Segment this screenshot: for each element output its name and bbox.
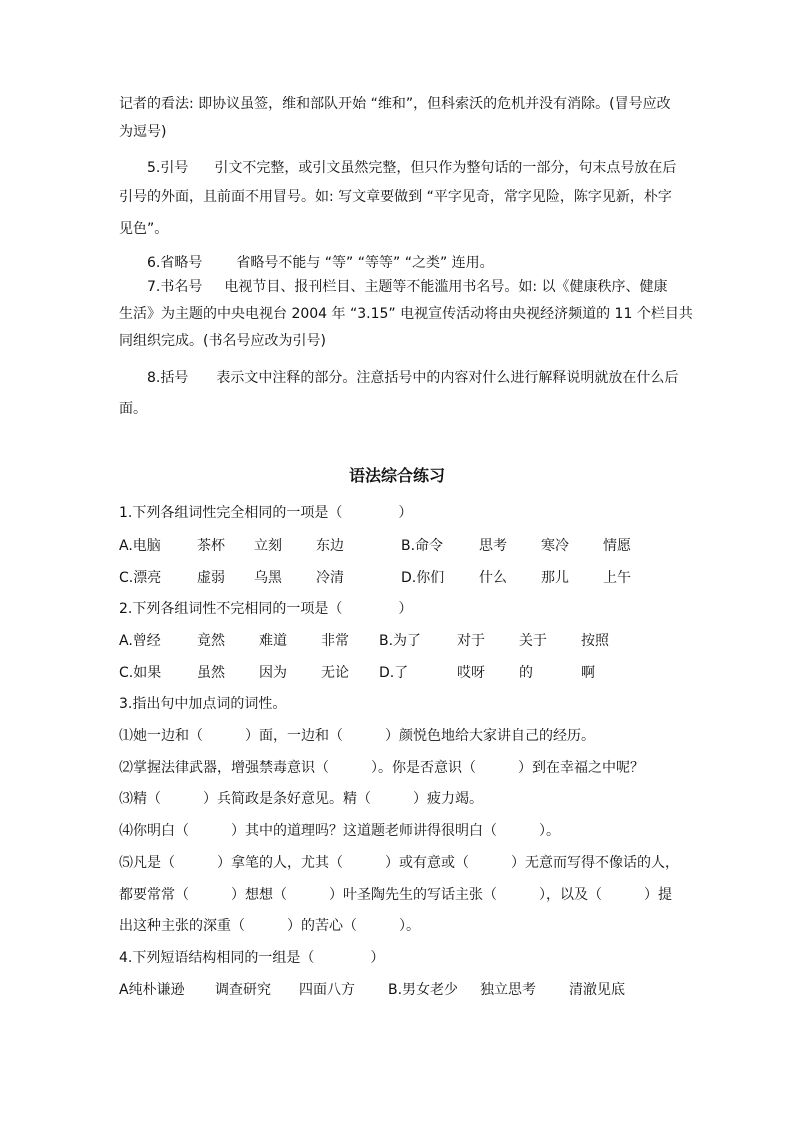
option-d-word: 哎呀 bbox=[457, 665, 485, 681]
option-b-word: 对于 bbox=[457, 633, 485, 649]
option-c-word: 无论 bbox=[321, 665, 349, 681]
option-c-word: 虚弱 bbox=[197, 570, 225, 586]
option-a-word: A.电脑 bbox=[119, 538, 161, 554]
question-3-stem: 3.指出句中加点词的词性。 bbox=[119, 696, 287, 712]
option-b-word: 思考 bbox=[479, 538, 507, 554]
rule-7-line bbox=[147, 277, 668, 297]
question-1-stem: 1.下列各组词性完全相同的一项是（ ） bbox=[119, 505, 413, 521]
option-a-phrase: A纯朴谦逊 bbox=[119, 982, 185, 998]
rule-6-text: 省略号不能与 “等” “等等” “之类” 连用。 bbox=[236, 255, 494, 271]
rule-8-text: 表示文中注释的部分。注意括号中的内容对什么进行解释说明就放在什么后 bbox=[216, 370, 679, 386]
rule-7-label: 7.书名号 bbox=[147, 279, 203, 295]
paragraph-line: 引号的外面，且前面不用冒号。如: 写文章要做到 “平字见奇，常字见险，陈字见新，朴字 bbox=[119, 189, 672, 205]
question-3-item: ⑵掌握法律武器，增强禁毒意识（ ）。你是否意识（ ）到在幸福之中呢？ bbox=[119, 760, 644, 776]
option-c-word: 虽然 bbox=[197, 665, 225, 681]
option-a-word: 立刻 bbox=[254, 538, 282, 554]
question-1-options-row bbox=[119, 568, 631, 588]
option-c-word: 因为 bbox=[259, 665, 287, 681]
option-d-word: 上午 bbox=[603, 570, 631, 586]
paragraph-line: 面。 bbox=[119, 401, 147, 417]
option-b-phrase: 清澈见底 bbox=[569, 982, 625, 998]
option-d-word: 啊 bbox=[581, 665, 595, 681]
option-b-word: B.为了 bbox=[379, 633, 422, 649]
question-3-item: 都要常常（ ）想想（ ）叶圣陶先生的写话主张（ ），以及（ ）提 bbox=[119, 887, 672, 903]
question-3-item: ⑸凡是（ ）拿笔的人，尤其（ ）或有意或（ ）无意而写得不像话的人， bbox=[119, 855, 679, 871]
option-c-word: C.漂亮 bbox=[119, 570, 162, 586]
question-3-item: ⑷你明白（ ）其中的道理吗？这道题老师讲得很明白（ ）。 bbox=[119, 823, 560, 839]
option-c-word: 冷清 bbox=[316, 570, 344, 586]
option-d-word: 那儿 bbox=[541, 570, 569, 586]
option-b-phrase: B.男女老少 bbox=[388, 982, 459, 998]
option-a-word: 难道 bbox=[259, 633, 287, 649]
question-3-item: ⑴她一边和（ ）面，一边和（ ）颜悦色地给大家讲自己的经历。 bbox=[119, 728, 595, 744]
paragraph-line: 为逗号) bbox=[119, 124, 167, 140]
question-4-stem: 4.下列短语结构相同的一组是（ ） bbox=[119, 950, 385, 966]
option-b-word: 情愿 bbox=[603, 538, 631, 554]
paragraph-line: 同组织完成。(书名号应改为引号) bbox=[119, 333, 326, 349]
option-c-word: C.如果 bbox=[119, 665, 162, 681]
option-a-word: 东边 bbox=[316, 538, 344, 554]
option-b-word: 按照 bbox=[581, 633, 609, 649]
option-b-word: 关于 bbox=[519, 633, 547, 649]
question-2-options-row bbox=[119, 663, 595, 683]
rule-5-line bbox=[147, 158, 676, 178]
question-1-options-row bbox=[119, 536, 631, 556]
option-a-word: A.曾经 bbox=[119, 633, 161, 649]
option-b-phrase: 独立思考 bbox=[480, 982, 536, 998]
rule-8-label: 8.括号 bbox=[147, 370, 189, 386]
rule-8-line bbox=[147, 368, 678, 388]
option-a-word: 非常 bbox=[321, 633, 349, 649]
question-3-item: 出这种主张的深重（ ）的苦心（ ）。 bbox=[119, 918, 420, 934]
question-4-options-row bbox=[119, 980, 625, 1000]
rule-5-text: 引文不完整，或引文虽然完整，但只作为整句话的一部分，句末点号放在后 bbox=[214, 160, 677, 176]
rule-6-label: 6.省略号 bbox=[147, 255, 203, 271]
option-d-word: D.了 bbox=[379, 665, 409, 681]
option-a-word: 竟然 bbox=[197, 633, 225, 649]
option-a-phrase: 四面八方 bbox=[299, 982, 355, 998]
option-d-word: 什么 bbox=[479, 570, 507, 586]
option-d-word: 的 bbox=[519, 665, 533, 681]
option-c-word: 乌黑 bbox=[254, 570, 282, 586]
rule-7-text: 电视节目、报刊栏目、主题等不能滥用书名号。如: 以《健康秩序、健康 bbox=[224, 279, 668, 295]
rule-5-label: 5.引号 bbox=[147, 160, 189, 176]
paragraph-line: 记者的看法: 即协议虽签，维和部队开始 “维和”，但科索沃的危机并没有消除。(冒号应改 bbox=[119, 96, 671, 112]
question-2-stem: 2.下列各组词性不完相同的一项是（ ） bbox=[119, 601, 413, 617]
paragraph-line: 生活》为主题的中央电视台 2004 年 “3.15” 电视宣传活动将由央视经济频道的 11 个栏目共 bbox=[119, 306, 693, 322]
paragraph-line: 见色”。 bbox=[119, 221, 169, 237]
rule-6-line bbox=[147, 253, 494, 273]
option-b-word: B.命令 bbox=[401, 538, 444, 554]
option-a-phrase: 调查研究 bbox=[215, 982, 271, 998]
question-3-item: ⑶精（ ）兵简政是条好意见。精（ ）疲力竭。 bbox=[119, 791, 483, 807]
option-d-word: D.你们 bbox=[401, 570, 445, 586]
section-title: 语法综合练习 bbox=[348, 466, 445, 485]
question-2-options-row bbox=[119, 631, 609, 651]
option-a-word: 茶杯 bbox=[197, 538, 225, 554]
option-b-word: 寒冷 bbox=[541, 538, 569, 554]
